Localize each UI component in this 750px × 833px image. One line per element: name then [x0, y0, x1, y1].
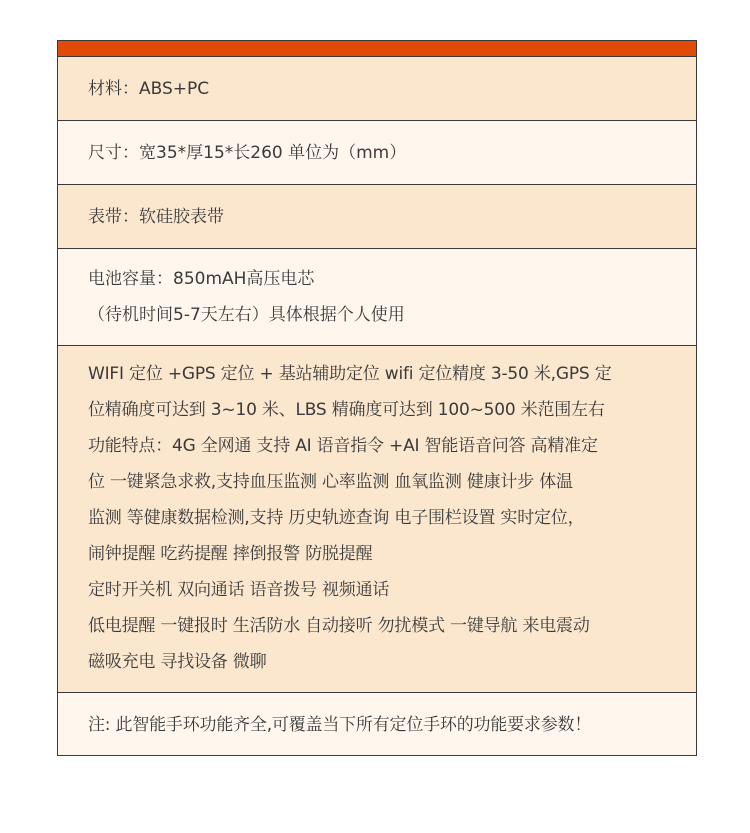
- size-text: 尺寸：宽35*厚15*长260 单位为（mm）: [88, 143, 407, 163]
- features-line: 闹钟提醒 吃药提醒 摔倒报警 防脱提醒: [88, 544, 373, 564]
- features-line: 低电提醒 一键报时 生活防水 自动接听 勿扰模式 一键导航 来电震动: [88, 616, 590, 636]
- battery-capacity-text: 电池容量：850mAH高压电芯: [88, 269, 315, 289]
- material-text: 材料：ABS+PC: [88, 79, 210, 99]
- features-line: 位精确度可达到 3~10 米、LBS 精确度可达到 100~500 米范围左右: [88, 400, 605, 420]
- spec-row-note: [58, 693, 696, 755]
- features-line: 功能特点：4G 全网通 支持 AI 语音指令 +AI 智能语音问答 高精准定: [88, 436, 598, 456]
- battery-standby-text: （待机时间5-7天左右）具体根据个人使用: [88, 305, 405, 325]
- features-line: 监测 等健康数据检测,支持 历史轨迹查询 电子围栏设置 实时定位，: [88, 508, 585, 528]
- features-line: 位 一键紧急求救,支持血压监测 心率监测 血氧监测 健康计步 体温: [88, 472, 573, 492]
- spec-table: [57, 40, 697, 756]
- spec-row-battery: [58, 249, 696, 346]
- spec-row-material: [58, 57, 696, 121]
- strap-text: 表带：软硅胶表带: [88, 207, 224, 227]
- header-accent-bar: [58, 41, 696, 57]
- features-line: 磁吸充电 寻找设备 微聊: [88, 652, 267, 672]
- features-line: WIFI 定位 +GPS 定位 + 基站辅助定位 wifi 定位精度 3-50 米,GPS 定: [88, 364, 612, 384]
- spec-row-strap: [58, 185, 696, 249]
- spec-row-size: [58, 121, 696, 185]
- features-line: 定时开关机 双向通话 语音拨号 视频通话: [88, 580, 390, 600]
- spec-row-features: [58, 346, 696, 693]
- note-text: 注: 此智能手环功能齐全,可覆盖当下所有定位手环的功能要求参数！: [88, 715, 592, 735]
